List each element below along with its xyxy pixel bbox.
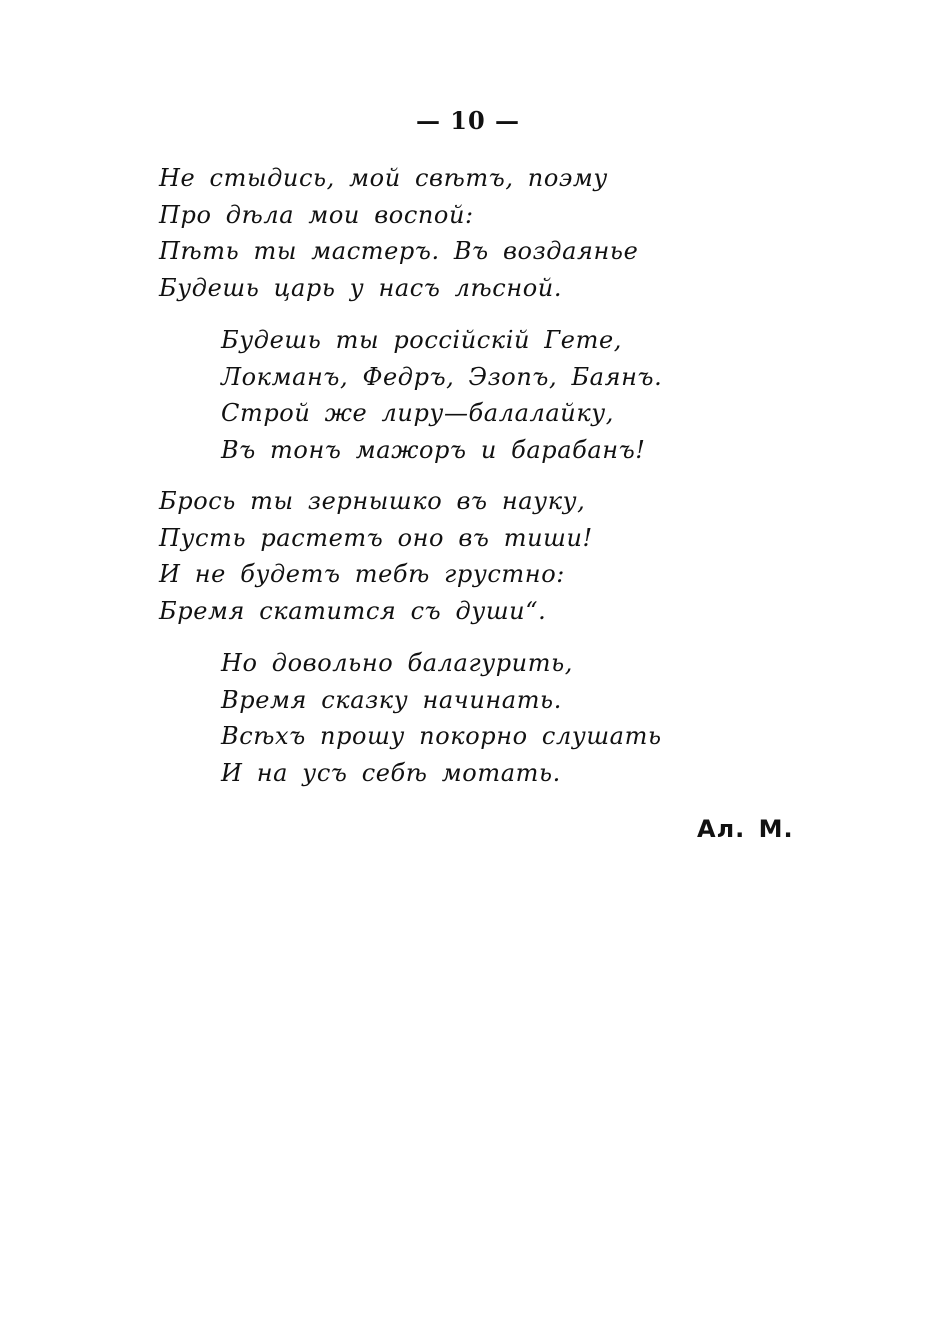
stanza-2 [221, 322, 662, 468]
verse-line: Локманъ, Федръ, Эзопъ, Баянъ. [221, 362, 663, 391]
verse-line: Пѣть ты мастеръ. Въ воздаянье [159, 237, 639, 265]
verse-line: Бремя скатится съ души“. [159, 596, 547, 625]
verse-line: Время сказку начинать. [221, 685, 562, 714]
verse-line: Всѣхъ прошу покорно слушать [221, 722, 662, 750]
verse-line: И не будетъ тебѣ грустно: [159, 560, 565, 588]
verse-line: Но довольно балагурить, [221, 649, 573, 677]
stanza-1 [159, 160, 638, 306]
verse-line: Брось ты зернышко въ науку, [159, 487, 586, 515]
verse-line: Будешь царь у насъ лѣсной. [159, 273, 563, 302]
verse-line: Въ тонъ мажоръ и барабанъ! [221, 435, 646, 464]
page-number: — 10 — [415, 106, 521, 135]
stanza-4 [221, 645, 662, 791]
verse-line: Пусть растетъ оно въ тиши! [159, 523, 593, 552]
author-signature: Ал. М. [697, 815, 794, 843]
verse-line: Не стыдись, мой свѣтъ, поэму [159, 164, 608, 192]
stanza-3 [159, 483, 593, 629]
verse-line: Про дѣла мои воспой: [159, 200, 474, 229]
verse-line: И на усъ себѣ мотать. [221, 758, 561, 787]
verse-line: Строй же лиру—балалайку, [221, 399, 615, 427]
verse-line: Будешь ты россійскій Гете, [221, 326, 622, 354]
